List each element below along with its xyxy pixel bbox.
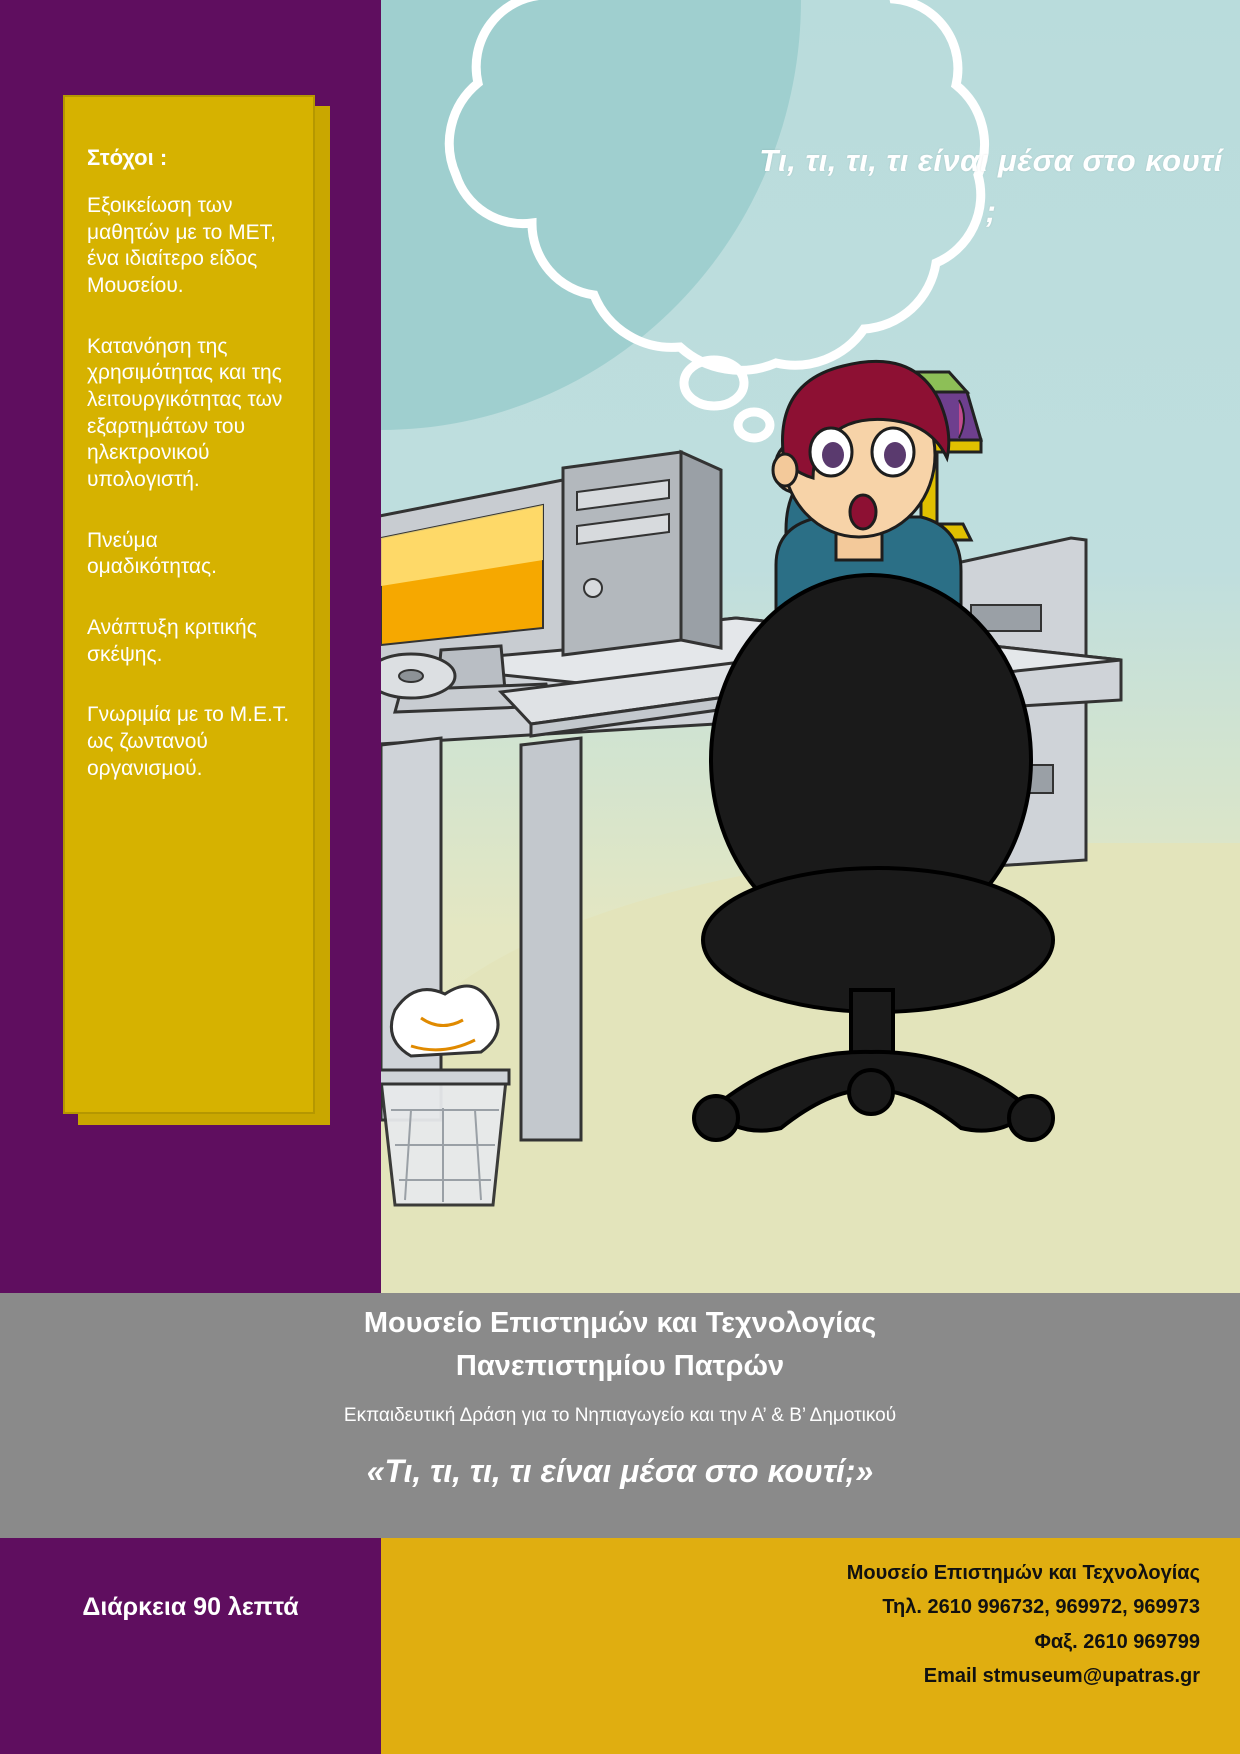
contact-phone: Τηλ. 2610 996732, 969972, 969973 <box>882 1596 1200 1619</box>
info-band <box>0 1293 1240 1538</box>
goal-item: Πνεύμα ομαδικότητας. <box>87 528 217 579</box>
goal-item: Εξοικείωση των μαθητών με το ΜΕΤ, ένα ιδιαίτερο είδος Μουσείου. <box>87 194 276 297</box>
duration-label: Διάρκεια 90 λεπτά <box>82 1593 299 1621</box>
contact-block <box>440 1556 1200 1694</box>
cd-disc-icon <box>381 654 455 698</box>
goal-item: Ανάπτυξη κριτικής σκέψης. <box>87 615 257 666</box>
goals-box <box>63 95 315 1114</box>
contact-museum-name: Μουσείο Επιστημών και Τεχνολογίας <box>846 1562 1200 1584</box>
goals-title: Στόχοι : <box>87 145 168 170</box>
goal-item: Κατανόηση της χρησιμότητας και της λειτουργικότητας των εξαρτημάτων του ηλεκτρονικού υπολογιστή. <box>87 334 283 491</box>
office-chair-icon <box>694 575 1053 1140</box>
activity-audience: Εκπαιδευτική Δράση για το Νηπιαγωγείο και την Α’ & Β’ Δημοτικού <box>343 1405 897 1426</box>
contact-fax: Φαξ. 2610 969799 <box>1034 1630 1200 1653</box>
footer-purple-block <box>0 1538 381 1754</box>
waste-basket-icon <box>381 986 509 1205</box>
thought-bubble-text: Τι, τι, τι, τι είναι μέσα στο κουτί ; <box>759 143 1223 230</box>
computer-tower-icon <box>563 452 721 655</box>
museum-name-line2: Πανεπιστημίου Πατρών <box>455 1350 785 1382</box>
illustration-panel <box>381 0 1240 1293</box>
contact-email[interactable]: Email stmuseum@upatras.gr <box>923 1665 1200 1688</box>
footer-band <box>0 1538 1240 1754</box>
goal-item: Γνωριμία με το Μ.Ε.Τ. ως ζωντανού οργανισμού. <box>87 703 290 780</box>
activity-title: «Τι, τι, τι, τι είναι μέσα στο κουτί;» <box>366 1453 874 1489</box>
footer-yellow-block <box>381 1538 1240 1754</box>
museum-name-line1: Μουσείο Επιστημών και Τεχνολογίας <box>363 1307 877 1339</box>
thought-bubble <box>756 5 1226 435</box>
